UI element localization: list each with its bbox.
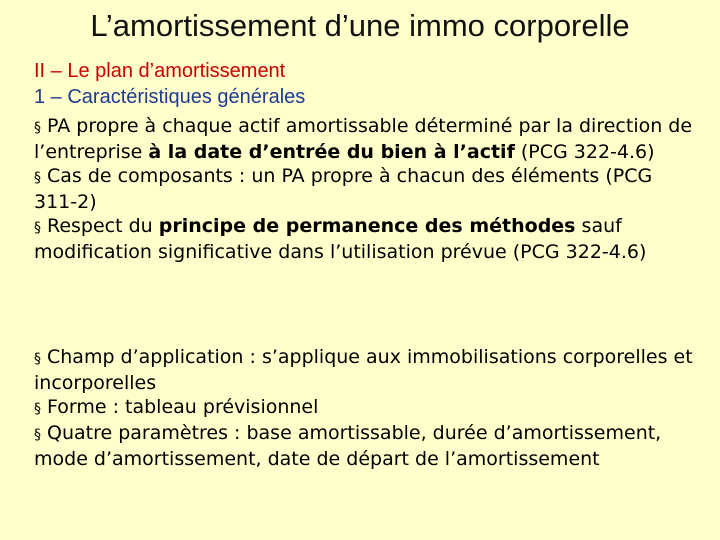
bullet-text: sauf modification significative dans l’utilisation prévue (PCG 322-4.6) [34, 215, 647, 263]
bullet-emphasis: à la date d’entrée du bien à l’actif [148, 141, 515, 163]
bullet-text: PA propre à chaque actif amortissable déterminé par la direction de l’entreprise [34, 115, 693, 163]
subsection-heading: 1 – Caractéristiques générales [34, 86, 306, 108]
bullet-list-characteristics [34, 114, 694, 264]
bullet-text: Forme : tableau prévisionnel [47, 396, 319, 418]
bullet-text: Quatre paramètres : base amortissable, durée d’amortissement, mode d’amortissement, date de départ de l’amortissement [34, 422, 662, 470]
bullet-icon: § [34, 351, 41, 367]
bullet-icon: § [34, 401, 41, 417]
bullet-icon: § [34, 120, 41, 136]
bullet-text: Cas de composants : un PA propre à chacun des éléments (PCG 311-2) [34, 165, 653, 213]
bullet-item [34, 114, 694, 164]
bullet-text: Respect du [47, 215, 159, 237]
bullet-list-plan [34, 345, 694, 471]
bullet-text: (PCG 322-4.6) [514, 141, 655, 163]
bullet-item [34, 395, 694, 421]
bullet-icon: § [34, 220, 41, 236]
slide-title: L’amortissement d’une immo corporelle [90, 8, 630, 43]
bullet-icon: § [34, 427, 41, 443]
bullet-item [34, 164, 694, 214]
bullet-item [34, 345, 694, 395]
bullet-icon: § [34, 170, 41, 186]
bullet-item [34, 214, 694, 264]
bullet-text: Champ d’application : s’applique aux immobilisations corporelles et incorporelles [34, 346, 693, 394]
section-heading: II – Le plan d’amortissement [34, 60, 286, 82]
bullet-item [34, 421, 694, 471]
bullet-emphasis: principe de permanence des méthodes [158, 215, 576, 237]
